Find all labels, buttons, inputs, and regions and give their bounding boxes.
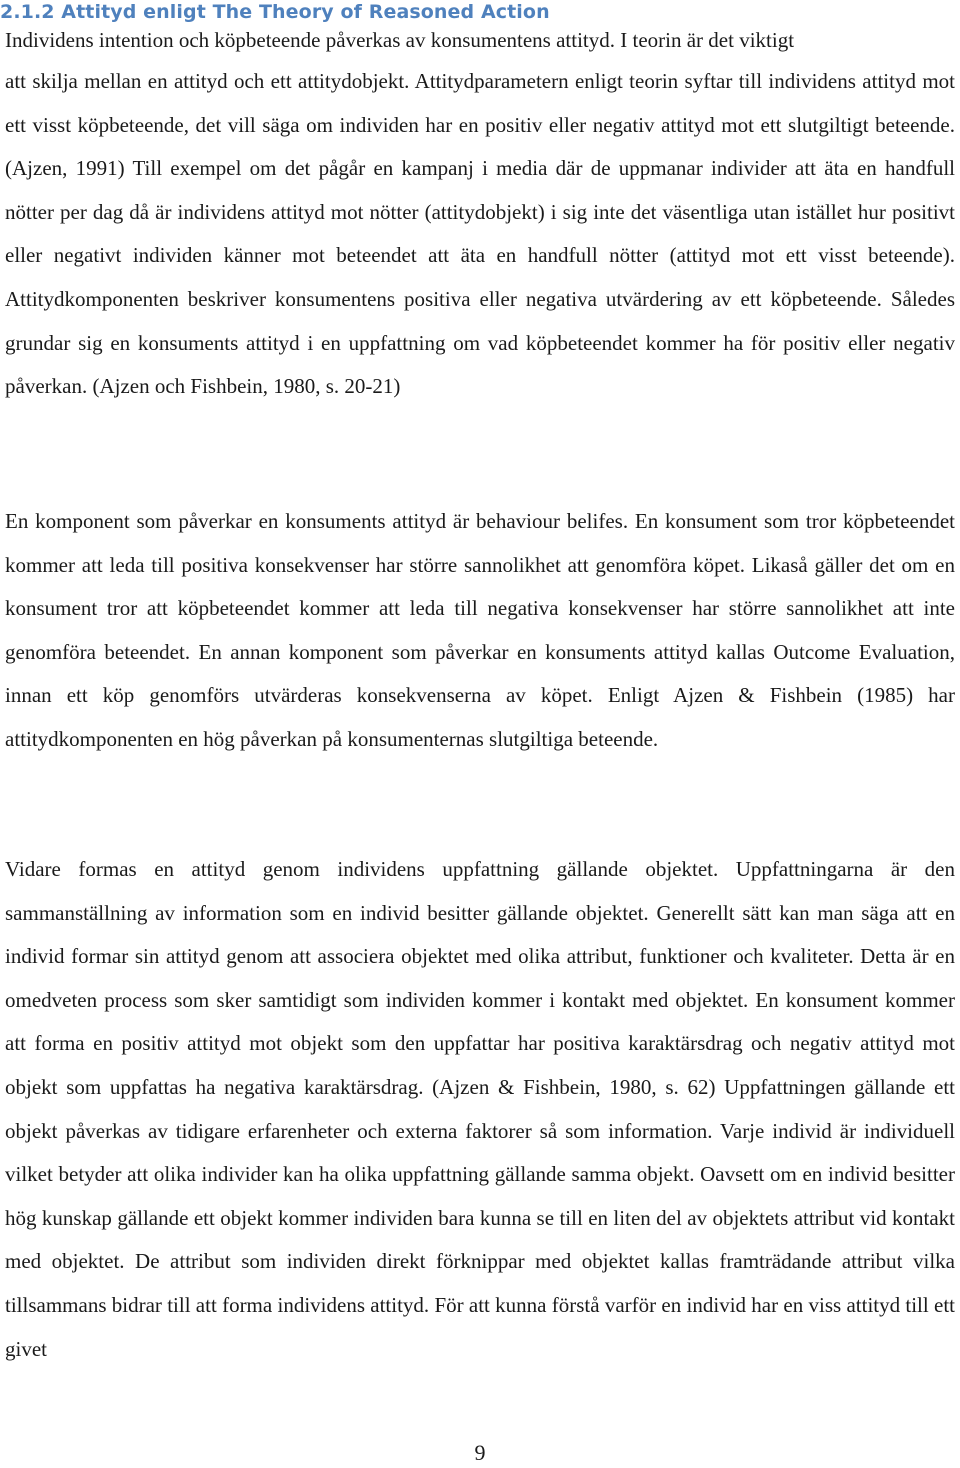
section-heading: 2.1.2 Attityd enligt The Theory of Reasoned Action bbox=[0, 1, 550, 23]
paragraph-2: En komponent som påverkar en konsuments attityd är behaviour belifes. En konsument som tror köpbeteendet kommer att leda till positiva konsekvenser har större sannolikhet att genomföra köpet. Likaså gäller det om en konsument tror att köpbeteendet kommer att leda till negativa konsekvenser har större sannolikhet att inte genomföra beteendet. En annan komponent som påverkar en konsuments attityd kallas Outcome Evaluation, innan ett köp genomförs utvärderas konsekvenserna av köpet. Enligt Ajzen & Fishbein (1985) har attitydkomponenten en hög påverkan på konsumenternas slutgiltiga beteende. bbox=[5, 509, 955, 751]
page-number: 9 bbox=[474, 1440, 486, 1465]
paragraph-1 bbox=[5, 25, 955, 409]
paragraph-1-first-line: Individens intention och köpbeteende påverkas av konsumentens attityd. I teorin är det viktigt bbox=[5, 28, 795, 52]
paragraph-1-body: att skilja mellan en attityd och ett attitydobjekt. Attitydparametern enligt teorin syftar till individens attityd mot ett visst köpbeteende, det vill säga om individen har en positiv eller negativ attityd mot ett slutgiltigt beteende. (Ajzen, 1991) Till exempel om det pågår en kampanj i media där de uppmanar individer att äta en handfull nötter per dag då är individens attityd mot nötter (attitydobjekt) i sig inte det väsentliga utan istället hur positivt eller negativt individen känner mot beteendet att äta en handfull nötter (attityd mot ett visst beteende). Attitydkomponenten beskriver konsumentens positiva eller negativa utvärdering av ett köpbeteende. Således grundar sig en konsuments attityd i en uppfattning om vad köpbeteendet kommer ha för positiv eller negativ påverkan. (Ajzen och Fishbein, 1980, s. 20-21) bbox=[5, 69, 955, 399]
paragraph-3: Vidare formas en attityd genom individens uppfattning gällande objektet. Uppfattningarna är den sammanställning av information som en individ besitter gällande objektet. Generellt sätt kan man säga att en individ formar sin attityd genom att associera objektet med olika attribut, funktioner och kvaliteter. Detta är en omedveten process som sker samtidigt som individen kommer i kontakt med objektet. En konsument kommer att forma en positiv attityd mot objekt som den uppfattar har positiva karaktärsdrag och negativ attityd mot objekt som uppfattas ha negativa karaktärsdrag. (Ajzen & Fishbein, 1980, s. 62) Uppfattningen gällande ett objekt påverkas av tidigare erfarenheter och externa faktorer så som information. Varje individ är individuell vilket betyder att olika individer kan ha olika uppfattning gällande samma objekt. Oavsett om en individ besitter hög kunskap gällande ett objekt kommer individen bara kunna se till en liten del av objektets attribut vid kontakt med objektet. De attribut som individen direkt förknippar med objektet kallas framträdande attribut vilka tillsammans bidrar till att forma individens attityd. För att kunna förstå varför en individ har en viss attityd till ett givet bbox=[5, 857, 955, 1361]
